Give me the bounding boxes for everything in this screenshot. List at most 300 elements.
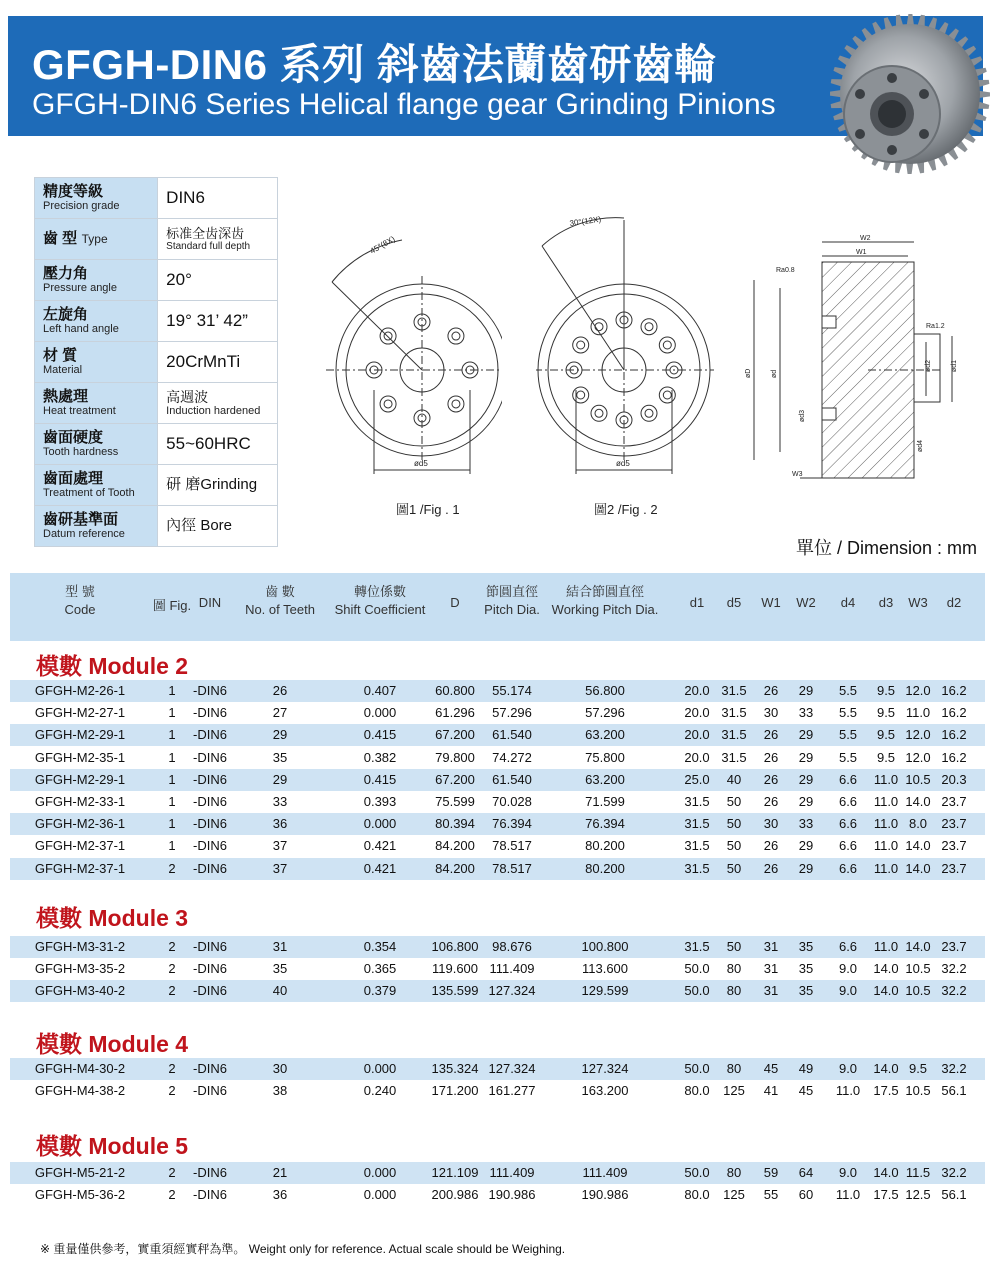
table-cell: 31 [272, 939, 288, 954]
table-cell: 17.5 [873, 1187, 899, 1203]
spec-row [35, 424, 278, 465]
column-header-cn: 齒 數 [265, 584, 295, 599]
table-cell: 31.5 [684, 816, 710, 832]
column-header-cn: 節圓直徑 [485, 584, 539, 599]
table-cell: 20.0 [684, 683, 710, 698]
table-cell: 59 [763, 1165, 779, 1180]
table-cell: GFGH-M2-29-1 [34, 727, 126, 743]
figure-2-caption: 圖2 /Fig . 2 [594, 502, 658, 517]
table-cell: 14.0 [873, 1061, 899, 1076]
table-cell: 106.800 [431, 939, 479, 954]
table-cell: 67.200 [435, 771, 475, 787]
spec-value: 內徑 Bore [166, 517, 233, 534]
table-cell: 9.0 [838, 961, 858, 977]
table-cell: 35 [272, 749, 288, 765]
table-cell: 76.394 [585, 816, 625, 832]
table-cell: 10.5 [905, 1083, 931, 1099]
table-cell: 26 [763, 771, 779, 787]
table-cell: GFGH-M3-35-2 [34, 961, 126, 977]
label-d2: ød2 [925, 359, 932, 372]
table-cell: 127.324 [488, 983, 536, 999]
table-cell: 2 [168, 1083, 176, 1099]
column-header: D [450, 595, 460, 610]
table-cell: GFGH-M2-27-1 [34, 705, 126, 721]
table-cell: 0.407 [363, 683, 397, 698]
title-english: GFGH-DIN6 Series Helical flange gear Grinding Pinions [32, 88, 776, 121]
spec-table [34, 177, 278, 547]
table-cell: 26 [763, 749, 779, 765]
table-cell: 63.200 [585, 727, 625, 743]
table-cell: 1 [168, 683, 176, 698]
table-cell: 11.0 [873, 838, 899, 854]
table-cell: 75.599 [435, 794, 475, 809]
footnote: ※ 重量僅供參考，實重須經實秤為準。 Weight only for reference. Actual scale should be Weighing. [40, 1242, 566, 1256]
bolt-hole [591, 405, 607, 421]
spec-key-cn: 壓力角 [43, 264, 89, 282]
table-cell: 31.5 [721, 683, 747, 698]
table-cell: 9.5 [876, 683, 896, 698]
table-cell: 0.382 [363, 749, 397, 765]
table-cell: 161.277 [488, 1083, 536, 1099]
table-cell: 8.0 [908, 816, 928, 832]
table-cell: 12.0 [905, 749, 931, 765]
table-cell: 56.1 [941, 1083, 967, 1099]
column-header [245, 583, 315, 619]
table-cell: 56.800 [585, 683, 625, 698]
table-cell: 10.5 [905, 771, 931, 787]
spec-row [35, 178, 278, 219]
table-cell: 29 [272, 727, 288, 743]
table-cell: 2 [168, 1165, 176, 1180]
table-cell: 57.296 [585, 705, 625, 721]
table-cell: 6.6 [838, 860, 858, 876]
table-cell: 0.240 [363, 1083, 397, 1099]
column-header-en: Working Pitch Dia. [551, 602, 659, 617]
table-cell: 50 [726, 860, 742, 876]
column-header: d4 [840, 595, 856, 610]
fig2-d5-label: ød5 [616, 459, 630, 468]
spec-value: DIN6 [166, 188, 205, 207]
table-cell: 11.0 [873, 939, 899, 954]
bolt-hole [380, 328, 396, 344]
column-header [64, 583, 95, 619]
table-cell: 31 [763, 939, 779, 954]
table-cell: 2 [168, 939, 176, 954]
table-cell: 2 [168, 860, 176, 876]
table-cell: 29 [798, 838, 814, 854]
table-cell: 6.6 [838, 816, 858, 832]
table-cell: 29 [798, 771, 814, 787]
spec-key-cn: 齒研基準面 [43, 510, 119, 528]
spec-key-en: Type [81, 232, 108, 246]
table-row [10, 858, 985, 880]
column-header: W2 [796, 595, 816, 610]
table-cell: 0.000 [363, 816, 397, 832]
table-cell: GFGH-M4-38-2 [34, 1083, 126, 1099]
fig1-d5-label: ød5 [414, 459, 428, 468]
table-cell: 38 [272, 1083, 288, 1099]
table-cell: 31.5 [721, 705, 747, 721]
table-cell: 0.421 [363, 838, 397, 854]
table-cell: GFGH-M4-30-2 [34, 1061, 126, 1076]
table-cell: 29 [798, 727, 814, 743]
bolt-hole [573, 337, 589, 353]
table-cell: 11.5 [905, 1165, 931, 1180]
table-row [10, 1080, 985, 1102]
table-cell: 32.2 [941, 1165, 967, 1180]
spec-value-en: Standard full depth [166, 240, 251, 252]
table-cell: 9.0 [838, 1061, 858, 1076]
table-cell: 11.0 [873, 771, 899, 787]
table-cell: 0.393 [363, 794, 397, 809]
table-cell: 80.394 [435, 816, 475, 832]
bolt-hole [448, 328, 464, 344]
fig1-angle-label: 45°(8X) [368, 234, 397, 256]
table-cell: 10.5 [905, 961, 931, 977]
table-cell: 127.324 [581, 1061, 629, 1076]
table-cell: 135.599 [431, 983, 479, 999]
table-cell: 32.2 [941, 961, 967, 977]
table-cell: 33 [798, 816, 814, 832]
column-header: W1 [761, 595, 781, 610]
spec-key-en: Precision grade [43, 199, 120, 212]
spec-key-cn: 精度等級 [43, 182, 104, 200]
table-cell: 14.0 [905, 794, 931, 809]
column-header: d5 [726, 595, 742, 610]
column-header [552, 583, 659, 619]
column-header: DIN [198, 595, 222, 610]
bolt-hole-inner [595, 323, 603, 331]
table-cell: 190.986 [581, 1187, 629, 1203]
table-row [10, 958, 985, 980]
column-header: d1 [689, 595, 705, 610]
table-cell: 29 [798, 860, 814, 876]
spec-value: 20° [166, 270, 192, 289]
side-section-drawing [740, 232, 980, 492]
table-cell: -DIN6 [193, 727, 227, 743]
table-cell: 35 [272, 961, 288, 977]
spec-key-en: Left hand angle [43, 322, 119, 335]
table-cell: 32.2 [941, 1061, 967, 1076]
table-cell: 80.200 [585, 860, 625, 876]
table-cell: 50.0 [684, 1061, 710, 1076]
spec-key-cn: 左旋角 [43, 305, 89, 323]
table-cell: 76.394 [492, 816, 532, 832]
table-cell: 14.0 [873, 1165, 899, 1180]
table-row [10, 813, 985, 835]
spec-value: 19° 31’ 42” [166, 311, 248, 330]
table-cell: 50 [726, 794, 742, 809]
table-cell: 127.324 [488, 1061, 536, 1076]
label-D: øD [745, 368, 752, 378]
column-header: 圖 Fig. [152, 598, 192, 613]
bolt-hole-inner [452, 400, 460, 408]
spec-value-cn: 高週波 [166, 388, 209, 405]
bolt-hole-inner [577, 341, 585, 349]
table-cell: 50 [726, 816, 742, 832]
table-row [10, 1184, 985, 1206]
table-cell: 40 [726, 771, 742, 787]
bolt-hole-inner [384, 332, 392, 340]
table-cell: 1 [168, 794, 176, 809]
table-cell: 125 [723, 1187, 745, 1203]
table-cell: 80 [726, 1061, 742, 1076]
bolt-hole-inner [645, 323, 653, 331]
table-cell: 1 [168, 838, 176, 854]
column-header: d3 [878, 595, 894, 610]
table-cell: 30 [763, 816, 779, 832]
bolt-hole [641, 405, 657, 421]
column-header [335, 583, 426, 619]
table-cell: 61.540 [492, 727, 532, 743]
table-cell: 37 [272, 860, 288, 876]
table-cell: 60.800 [435, 683, 475, 698]
table-cell: 6.6 [838, 939, 858, 954]
table-cell: 80 [726, 961, 742, 977]
column-header-cn: 結合節圓直徑 [565, 584, 644, 599]
table-cell: 20.0 [684, 705, 710, 721]
table-cell: 21 [272, 1165, 288, 1180]
table-cell: 6.6 [838, 794, 858, 809]
table-cell: 70.028 [492, 794, 532, 809]
bolt-hole-inner [663, 341, 671, 349]
label-Ra08: Ra0.8 [776, 267, 795, 274]
table-cell: 0.000 [363, 1165, 397, 1180]
table-cell: 31.5 [684, 939, 710, 954]
table-cell: -DIN6 [193, 838, 227, 854]
table-cell: -DIN6 [193, 1083, 227, 1099]
table-cell: 64 [798, 1165, 814, 1180]
table-cell: 12.5 [905, 1187, 931, 1203]
table-cell: GFGH-M2-37-1 [34, 838, 126, 854]
table-cell: 74.272 [492, 749, 532, 765]
table-cell: 9.5 [876, 705, 896, 721]
table-cell: 49 [798, 1061, 814, 1076]
table-row [10, 702, 985, 724]
label-Ra12: Ra1.2 [926, 323, 945, 330]
spec-key-en: Pressure angle [43, 281, 117, 294]
table-cell: 111.409 [489, 961, 535, 977]
table-cell: 0.379 [363, 983, 397, 999]
bolt-hole [659, 387, 675, 403]
table-cell: 2 [168, 983, 176, 999]
table-cell: 2 [168, 1061, 176, 1076]
table-cell: 78.517 [492, 838, 532, 854]
table-cell: 5.5 [838, 705, 858, 721]
table-cell: -DIN6 [193, 683, 227, 698]
table-cell: 119.600 [431, 961, 479, 977]
table-cell: 5.5 [838, 683, 858, 698]
table-header [10, 573, 985, 641]
bolt-hole [641, 319, 657, 335]
table-cell: 27 [272, 705, 288, 721]
table-cell: 31.5 [684, 838, 710, 854]
spec-key-en: Heat treatment [43, 404, 116, 417]
table-cell: 0.000 [363, 1187, 397, 1203]
table-cell: 55 [763, 1187, 779, 1203]
spec-value-en: Induction hardened [166, 404, 261, 417]
table-cell: 29 [272, 771, 288, 787]
table-cell: GFGH-M3-31-2 [34, 939, 126, 954]
table-cell: -DIN6 [193, 1061, 227, 1076]
fig2-angle-label: 30°(12X) [569, 214, 602, 228]
table-cell: 17.5 [873, 1083, 899, 1099]
column-header-en: No. of Teeth [245, 602, 315, 617]
table-cell: 1 [168, 705, 176, 721]
table-row [10, 835, 985, 857]
table-cell: 45 [763, 1061, 779, 1076]
table-cell: 37 [272, 838, 288, 854]
table-cell: 0.000 [363, 705, 397, 721]
table-cell: 31.5 [684, 860, 710, 876]
table-cell: 35 [798, 961, 814, 977]
table-cell: 84.200 [435, 860, 475, 876]
table-cell: 75.800 [585, 749, 625, 765]
table-cell: 121.109 [431, 1165, 479, 1180]
table-cell: 12.0 [905, 683, 931, 698]
title-chinese: GFGH-DIN6 系列 斜齒法蘭齒研齒輪 [32, 41, 717, 88]
column-header [484, 583, 540, 619]
table-cell: GFGH-M2-37-1 [34, 860, 126, 876]
label-W2: W2 [860, 235, 871, 242]
table-cell: GFGH-M2-36-1 [34, 816, 126, 832]
table-row [10, 980, 985, 1002]
table-row [10, 769, 985, 791]
table-cell: 20.0 [684, 727, 710, 743]
spec-row [35, 342, 278, 383]
table-cell: 11.0 [905, 705, 931, 721]
table-cell: 0.415 [363, 771, 397, 787]
table-cell: -DIN6 [193, 794, 227, 809]
spec-row [35, 465, 278, 506]
table-cell: 2 [168, 1187, 176, 1203]
bolt-hole [448, 396, 464, 412]
label-d: ød [771, 369, 778, 378]
table-cell: GFGH-M5-21-2 [34, 1165, 126, 1180]
table-cell: 80.0 [684, 1187, 710, 1203]
table-cell: 0.365 [363, 961, 397, 977]
table-cell: 129.599 [581, 983, 629, 999]
table-cell: 16.2 [941, 749, 967, 765]
table-cell: 26 [763, 838, 779, 854]
table-cell: 80.0 [684, 1083, 710, 1099]
table-cell: 9.0 [838, 1165, 858, 1180]
bolt-hole-inner [595, 409, 603, 417]
table-cell: 31.5 [721, 727, 747, 743]
bolt-hole [380, 396, 396, 412]
table-cell: 16.2 [941, 727, 967, 743]
table-cell: 11.0 [873, 794, 899, 809]
table-cell: 20.0 [684, 749, 710, 765]
table-row [10, 791, 985, 813]
table-cell: 40 [272, 983, 288, 999]
table-cell: 26 [763, 860, 779, 876]
dimension-unit: 單位 / Dimension : mm [796, 538, 978, 558]
spec-value: 55~60HRC [166, 434, 251, 453]
table-cell: 29 [798, 794, 814, 809]
label-W3: W3 [792, 471, 803, 478]
table-cell: -DIN6 [193, 939, 227, 954]
table-cell: GFGH-M3-40-2 [34, 983, 126, 999]
figure-2-drawing [536, 212, 716, 492]
spec-value: 研 磨Grinding [166, 476, 258, 493]
table-cell: 14.0 [905, 939, 931, 954]
column-header: W3 [908, 595, 928, 610]
spec-row [35, 301, 278, 342]
table-cell: 41 [763, 1083, 779, 1099]
table-cell: 23.7 [941, 794, 967, 809]
spec-key-cn: 材 質 [43, 346, 78, 364]
table-cell: 31 [763, 983, 779, 999]
table-cell: 50.0 [684, 961, 710, 977]
column-header-cn: 型 號 [65, 584, 95, 599]
table-cell: 11.0 [873, 860, 899, 876]
table-cell: 78.517 [492, 860, 532, 876]
figure-1-caption: 圖1 /Fig . 1 [396, 502, 460, 517]
column-header-en: Code [64, 602, 96, 617]
label-W1: W1 [856, 249, 867, 256]
table-cell: 67.200 [435, 727, 475, 743]
table-cell: -DIN6 [193, 860, 227, 876]
figure-1-drawing [322, 222, 502, 492]
table-cell: 31 [763, 961, 779, 977]
table-cell: 26 [272, 683, 288, 698]
table-cell: 29 [798, 683, 814, 698]
table-cell: 36 [272, 816, 288, 832]
spec-key-cn: 齒面硬度 [43, 428, 104, 446]
table-cell: 30 [272, 1061, 288, 1076]
table-cell: 9.5 [876, 749, 896, 765]
table-cell: -DIN6 [193, 983, 227, 999]
table-cell: 0.354 [363, 939, 397, 954]
table-cell: -DIN6 [193, 771, 227, 787]
table-cell: 32.2 [941, 983, 967, 999]
table-cell: 2 [168, 961, 176, 977]
table-cell: -DIN6 [193, 816, 227, 832]
table-cell: 80 [726, 983, 742, 999]
table-cell: GFGH-M2-33-1 [34, 794, 126, 809]
table-cell: 190.986 [488, 1187, 536, 1203]
table-cell: 26 [763, 794, 779, 809]
spec-key-en: Datum reference [43, 527, 125, 540]
spec-key-en: Treatment of Tooth [43, 486, 135, 499]
table-row [10, 1162, 985, 1184]
table-cell: 14.0 [905, 838, 931, 854]
module-title: 模數 Module 2 [36, 653, 189, 679]
table-cell: 111.409 [489, 1165, 535, 1180]
bolt-hole-inner [384, 400, 392, 408]
table-cell: 31.5 [684, 794, 710, 809]
table-cell: 80.200 [585, 838, 625, 854]
table-cell: 55.174 [492, 683, 532, 698]
spec-key-cn: 熱處理 [43, 387, 89, 405]
column-header-en: Pitch Dia. [484, 602, 540, 617]
table-cell: 35 [798, 939, 814, 954]
table-cell: -DIN6 [193, 705, 227, 721]
spec-key-en: Tooth hardness [43, 445, 119, 458]
table-cell: GFGH-M5-36-2 [34, 1187, 126, 1203]
table-cell: 0.421 [363, 860, 397, 876]
table-cell: 14.0 [873, 961, 899, 977]
table-cell: 11.0 [873, 816, 899, 832]
table-row [10, 724, 985, 746]
gear-photo-icon [822, 14, 992, 184]
table-cell: 6.6 [838, 771, 858, 787]
table-cell: 35 [798, 983, 814, 999]
table-cell: -DIN6 [193, 749, 227, 765]
table-cell: 61.296 [435, 705, 475, 721]
table-cell: 9.5 [876, 727, 896, 743]
